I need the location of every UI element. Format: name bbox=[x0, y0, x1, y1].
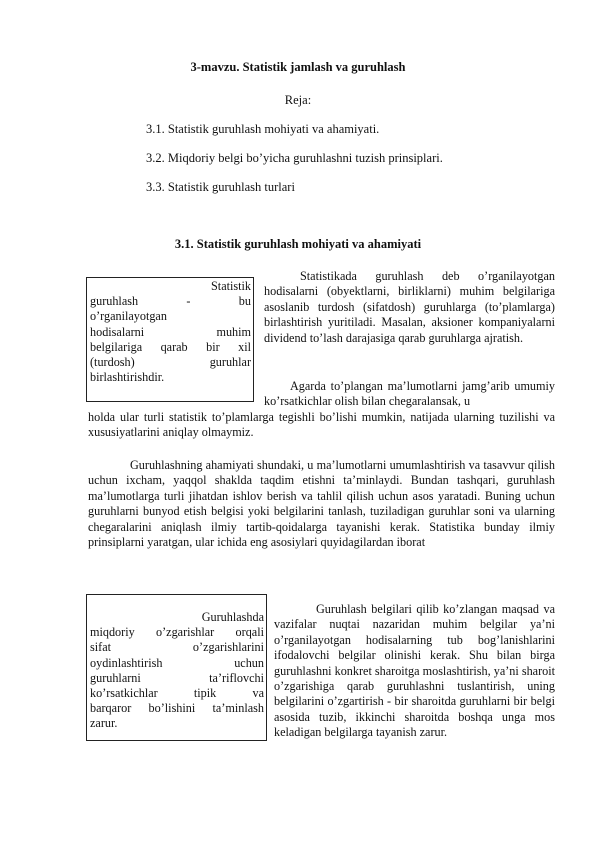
paragraph-grouping-signs: Guruhlash belgilari qilib ko’zlangan maqsad va vazifalar nuqtai nazaridan muhim belgilar ya’ni o’rganilayotgan hodisalarning tub bog’lanishlarini ifodalovchi belgilar olinishi kerak. Shu bilan birga guruhlashni konkret sharoitga moslashtirish, ya’ni sharoit o’zgarishiga qarab guruhlashni tuslantirish, uning belgilarini o’zgartirish - bir sharoitda guruhlarni bir belgi asosida tuzib, ikkinchi sharoitda boshqa unga mos keladigan belgilarga tayanish zarur. bbox=[274, 602, 555, 740]
paragraph-aggregation: holda ular turli statistik to’plamlarga tegishli bo’lishi mumkin, natijada ularning tuzilishi va xususiyatlarini aniqlay olmaymiz. bbox=[88, 410, 555, 440]
plan-item-2: 3.2. Miqdoriy belgi bo’yicha guruhlashni tuzish prinsiplari. bbox=[146, 151, 443, 165]
plan-item-3: 3.3. Statistik guruhlash turlari bbox=[146, 180, 295, 194]
definition-box-line: guruhlash - bu bbox=[90, 294, 251, 309]
principle-box-line: oydinlashtirish uchun bbox=[90, 655, 264, 670]
definition-box bbox=[86, 277, 254, 402]
definition-box-line: belgilariga qarab bir xil bbox=[90, 339, 251, 354]
paragraph-aggregation-side: Agarda to’plangan ma’lumotlarni jamg’arib umumiy ko’rsatkichlar olish bilan chegaralansak, u bbox=[264, 379, 555, 409]
definition-box-line: (turdosh) guruhlar bbox=[90, 355, 251, 370]
principle-box-line: guruhlarni ta’riflovchi bbox=[90, 670, 264, 685]
principle-box bbox=[86, 594, 267, 741]
definition-box-line: birlashtirishdir. bbox=[90, 370, 165, 385]
plan-item-1: 3.1. Statistik guruhlash mohiyati va ahamiyati. bbox=[146, 122, 380, 136]
principle-box-line: Guruhlashda bbox=[201, 610, 264, 624]
principle-box-line: sifat o’zgarishlarini bbox=[90, 640, 264, 655]
paragraph-definition: Statistikada guruhlash deb o’rganilayotgan hodisalarni (obyektlarni, birliklarni) muhim belgilariga asoslanib turdosh (sifatdosh) guruhlarga (to’plamlarga) birlashtirish yuritiladi. Masalan, aksioner kompaniyalarni dividend to’lash darajasiga qarab guruhlarga ajratish. bbox=[264, 269, 555, 345]
principle-box-line: zarur. bbox=[90, 716, 118, 731]
principle-box-line: ko’rsatkichlar tipik va bbox=[90, 686, 264, 701]
paragraph-importance: Guruhlashning ahamiyati shundaki, u ma’lumotlarni umumlashtirish va tasavvur qilish uchun ixcham, yaqqol shaklda taqdim etishni ta’minlaydi. Bundan tashqari, guruhlash ma’lumotlarga turli jihatdan ishlov berish va tahlil qilish uchun asos yaratadi. Buning uchun guruhlarni bunyod etish belgisi yoki belgilarini tanlash, tuziladigan guruhlar soni va ularning chegaralarini aniqlash ilmiy tartib-qoidalarga tayanishi kerak. Statistika bunday ilmiy prinsiplarni yaratgan, ular ichida eng asosiylari quyidagilardan iborat bbox=[88, 458, 555, 550]
section-title: 3.1. Statistik guruhlash mohiyati va ahamiyati bbox=[174, 237, 422, 251]
principle-box-line: miqdoriy o’zgarishlar orqali bbox=[90, 625, 264, 640]
plan-heading: Reja: bbox=[284, 93, 312, 107]
principle-box-line: barqaror bo’lishini ta’minlash bbox=[90, 701, 264, 716]
definition-box-line: hodisalarni muhim bbox=[90, 324, 251, 339]
definition-box-line: Statistik bbox=[211, 279, 251, 293]
definition-box-line: o’rganilayotgan bbox=[90, 309, 167, 324]
page-title: 3-mavzu. Statistik jamlash va guruhlash bbox=[190, 60, 406, 74]
